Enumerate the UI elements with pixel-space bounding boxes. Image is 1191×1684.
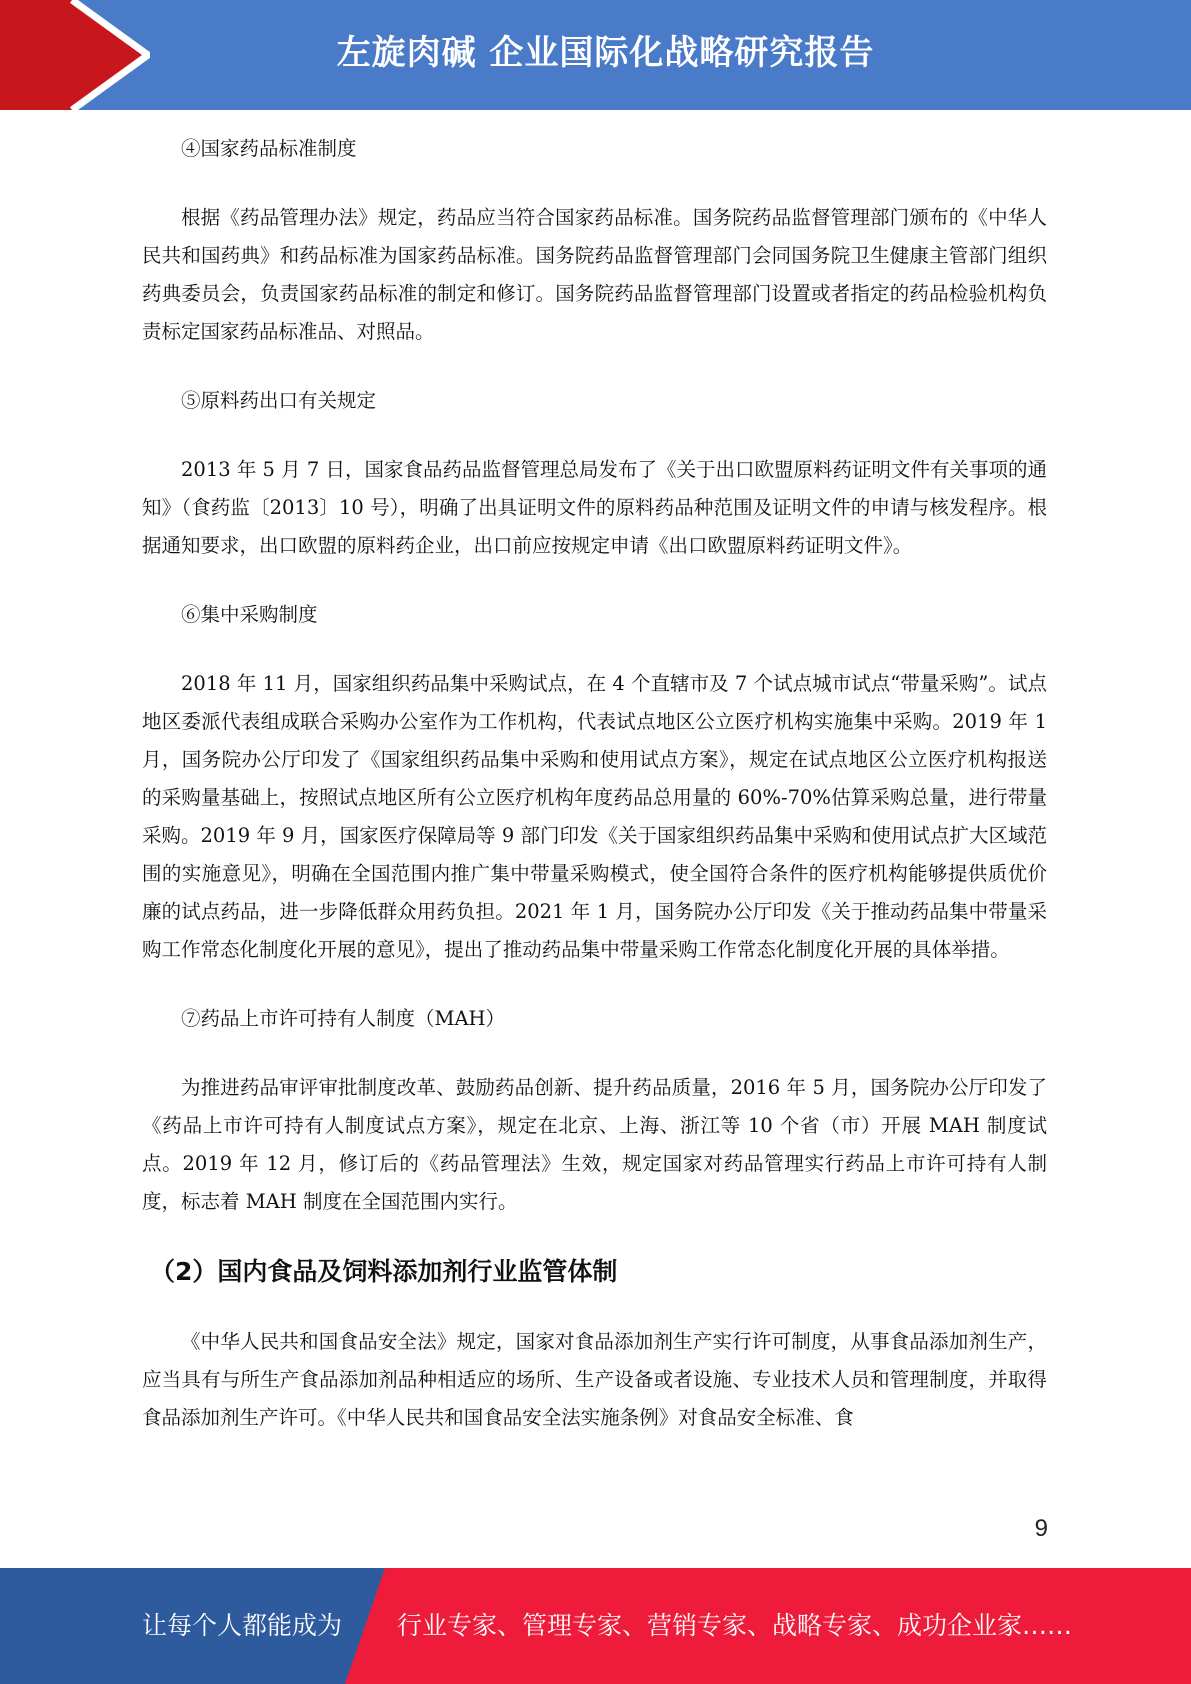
subheading-national-drug-standard: ④国家药品标准制度 bbox=[181, 137, 357, 160]
page-footer bbox=[0, 1568, 1191, 1684]
footer-slogan-left: 让每个人都能成为 bbox=[142, 1611, 343, 1640]
page-number: 9 bbox=[1034, 1515, 1048, 1542]
section-heading-food-feed-additive: （2）国内食品及饲料添加剂行业监管体制 bbox=[150, 1257, 618, 1286]
subheading-mah: ⑦药品上市许可持有人制度（MAH） bbox=[181, 1007, 506, 1030]
document-body bbox=[142, 130, 1047, 1468]
report-title: 左旋肉碱 企业国际化战略研究报告 bbox=[336, 33, 875, 73]
paragraph-api-export: 2013 年 5 月 7 日，国家食品药品监督管理总局发布了《关于出口欧盟原料药证明文件有关事项的通知》（食药监〔2013〕10 号），明确了出具证明文件的原料药品种范围及证明文件的申请与核发程序。根据通知要求，出口欧盟的原料药企业，出口前应按规定申请《出口欧盟原料药证明文件》。 bbox=[142, 458, 1047, 557]
paragraph-centralized-procurement: 2018 年 11 月，国家组织药品集中采购试点，在 4 个直辖市及 7 个试点城市试点“带量采购”。试点地区委派代表组成联合采购办公室作为工作机构，代表试点地区公立医疗机构实施集中采购。2019 年 1 月，国务院办公厅印发了《国家组织药品集中采购和使用试点方案》，规定在试点地区公立医疗机构报送的采购量基础上，按照试点地区所有公立医疗机构年度药品总用量的 60%-70%估算采购总量，进行带量采购。2019 年 9 月，国家医疗保障局等 9 部门印发《关于国家组织药品集中采购和使用试点扩大区域范围的实施意见》，明确在全国范围内推广集中带量采购模式，使全国符合条件的医疗机构能够提供质优价廉的试点药品，进一步降低群众用药负担。2021 年 1 月，国务院办公厅印发《关于推动药品集中带量采购工作常态化制度化开展的意见》，提出了推动药品集中带量采购工作常态化制度化开展的具体举措。 bbox=[142, 672, 1047, 961]
footer-slogan-right: 行业专家、管理专家、营销专家、战略专家、成功企业家…… bbox=[397, 1611, 1073, 1640]
paragraph-food-safety-law: 《中华人民共和国食品安全法》规定，国家对食品添加剂生产实行许可制度，从事食品添加剂生产，应当具有与所生产食品添加剂品种相适应的场所、生产设备或者设施、专业技术人员和管理制度，并取得食品添加剂生产许可。《中华人民共和国食品安全法实施条例》对食品安全标准、食 bbox=[142, 1330, 1047, 1429]
subheading-api-export: ⑤原料药出口有关规定 bbox=[181, 389, 377, 412]
subheading-centralized-procurement: ⑥集中采购制度 bbox=[181, 603, 318, 626]
paragraph-mah: 为推进药品审评审批制度改革、鼓励药品创新、提升药品质量，2016 年 5 月，国务院办公厅印发了《药品上市许可持有人制度试点方案》，规定在北京、上海、浙江等 10 个省（市）开展 MAH 制度试点。2019 年 12 月，修订后的《药品管理法》生效，规定国家对药品管理实行药品上市许可持有人制度，标志着 MAH 制度在全国范围内实行。 bbox=[142, 1076, 1047, 1213]
paragraph-drug-standard: 根据《药品管理办法》规定，药品应当符合国家药品标准。国务院药品监督管理部门颁布的《中华人民共和国药典》和药品标准为国家药品标准。国务院药品监督管理部门会同国务院卫生健康主管部门组织药典委员会，负责国家药品标准的制定和修订。国务院药品监督管理部门设置或者指定的药品检验机构负责标定国家药品标准品、对照品。 bbox=[142, 206, 1047, 343]
page-header bbox=[0, 0, 1191, 110]
